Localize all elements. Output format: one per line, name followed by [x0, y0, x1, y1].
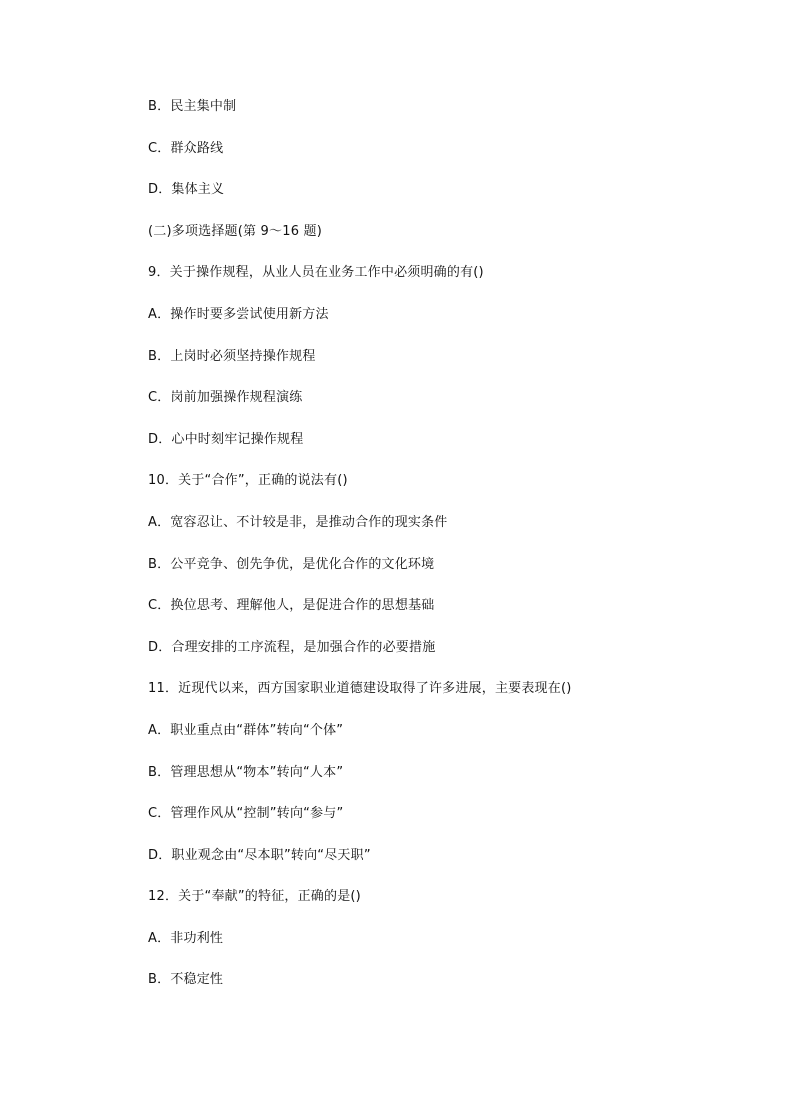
question-12: 12．关于“奉献”的特征，正确的是() — [148, 889, 361, 905]
question-12-option-a: A．非功利性 — [148, 930, 224, 946]
question-12-option-b: B．不稳定性 — [148, 972, 224, 988]
option-d-collectivism: D．集体主义 — [148, 182, 225, 198]
option-c-mass-line: C．群众路线 — [148, 140, 224, 156]
question-9-option-c: C．岗前加强操作规程演练 — [148, 390, 303, 406]
section-heading-multiple-choice: (二)多项选择题(第 9～16 题) — [148, 223, 322, 239]
question-11-option-b: B．管理思想从“物本”转向“人本” — [148, 764, 344, 780]
question-9: 9．关于操作规程，从业人员在业务工作中必须明确的有() — [148, 265, 484, 281]
question-10-option-c: C．换位思考、理解他人，是促进合作的思想基础 — [148, 598, 435, 614]
question-11-option-d: D．职业观念由“尽本职”转向“尽天职” — [148, 847, 371, 863]
question-11-option-c: C．管理作风从“控制”转向“参与” — [148, 806, 344, 822]
question-10-option-d: D．合理安排的工序流程，是加强合作的必要措施 — [148, 639, 436, 655]
question-9-option-b: B．上岗时必须坚持操作规程 — [148, 348, 316, 364]
question-11-option-a: A．职业重点由“群体”转向“个体” — [148, 722, 344, 738]
question-10: 10．关于“合作”，正确的说法有() — [148, 473, 348, 489]
question-9-option-a: A．操作时要多尝试使用新方法 — [148, 306, 329, 322]
question-10-option-b: B．公平竞争、创先争优，是优化合作的文化环境 — [148, 556, 435, 572]
question-11: 11．近现代以来，西方国家职业道德建设取得了许多进展，主要表现在() — [148, 681, 572, 697]
question-10-option-a: A．宽容忍让、不计较是非，是推动合作的现实条件 — [148, 514, 448, 530]
option-b-democratic-centralism: B．民主集中制 — [148, 99, 237, 114]
question-9-option-d: D．心中时刻牢记操作规程 — [148, 431, 304, 447]
document-content — [148, 97, 748, 1012]
